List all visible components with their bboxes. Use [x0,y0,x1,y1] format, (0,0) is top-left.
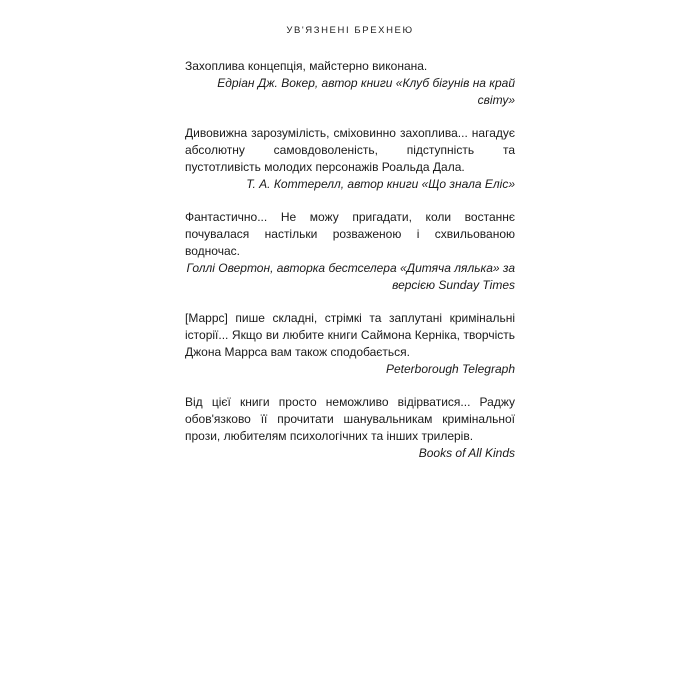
praise-blurb [185,394,515,462]
blurb-quote: Захоплива концепція, майстерно виконана. [185,59,428,73]
praise-blurb [185,209,515,294]
praise-page-body [185,58,515,478]
praise-blurb [185,58,515,109]
running-header: УВ'ЯЗНЕНІ БРЕХНЕЮ [286,25,414,36]
blurb-quote: Фантастично... Не можу пригадати, коли востаннє почувалася настільки розваженою і схвильованою водночас. [185,210,515,258]
blurb-quote: [Маррс] пише складні, стрімкі та заплутані кримінальні історії... Якщо ви любите книги Саймона Керніка, творчість Джона Маррса вам також сподобається. [185,311,515,359]
blurb-attribution: Голлі Овертон, авторка бестселера «Дитяча лялька» за версією Sunday Times [186,261,515,292]
blurb-attribution: Едріан Дж. Вокер, автор книги «Клуб бігунів на край світу» [217,76,515,107]
blurb-quote: Від цієї книги просто неможливо відірватися... Раджу обов'язково її прочитати шанувальникам кримінальної прози, любителям психологічних та інших трилерів. [185,395,515,443]
praise-blurb [185,125,515,193]
blurb-attribution: Books of All Kinds [418,446,515,460]
blurb-attribution: Peterborough Telegraph [386,362,515,376]
blurb-attribution: Т. А. Коттерелл, автор книги «Що знала Еліс» [246,177,515,191]
blurb-quote: Дивовижна зарозумілість, сміховинно захоплива... нагадує абсолютну самовдоволеність, підступність та пустотливість молодих персонажів Роальда Дала. [185,126,515,174]
praise-blurb [185,310,515,378]
